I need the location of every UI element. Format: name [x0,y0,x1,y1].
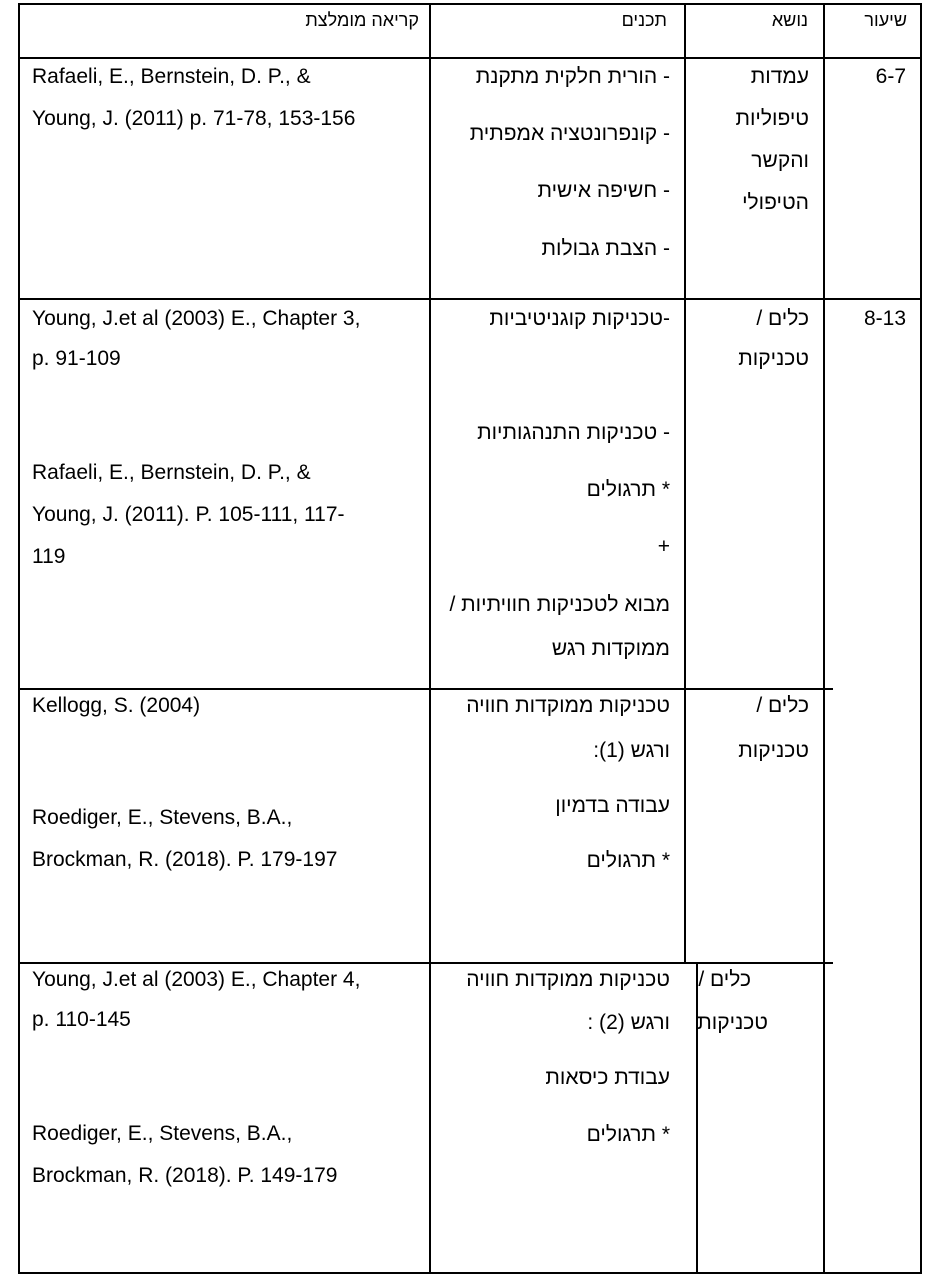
reading-line: Kellogg, S. (2004) [32,694,201,717]
border-bottom [18,1272,922,1274]
lesson-number: 6-7 [875,65,906,88]
content-cell [431,301,684,688]
content-line: - הורית חלקית מתקנת [475,65,670,88]
content-line: - חשיפה אישית [537,179,670,202]
header-lesson: שיעור [864,10,907,30]
reading-line: Young, J. (2011). P. 105-111, 117- [32,503,345,526]
topic-cell [686,60,823,298]
content-line: - הצבת גבולות [541,237,670,260]
reading-line: Young, J.et al (2003) E., Chapter 4, [32,968,361,991]
border-right [920,3,922,1274]
header-divider [18,57,922,59]
topic-cell [698,965,823,1272]
reading-line: Rafaeli, E., Bernstein, D. P., & [32,461,311,484]
content-line: * תרגולים [586,849,670,872]
topic-line: טכניקות [697,1011,768,1034]
row-divider-3 [18,962,833,964]
content-line: טכניקות ממוקדות חוויה [466,694,670,717]
reading-line: Brockman, R. (2018). P. 179-197 [32,848,338,871]
lesson-cell [825,60,920,298]
reading-line: Roediger, E., Stevens, B.A., [32,1122,293,1145]
content-line: עבודה בדמיון [555,794,670,817]
content-line: ורגש (1): [593,739,670,762]
row-divider-2 [18,688,833,690]
content-cell [431,691,684,962]
topic-line: עמדות [750,65,809,88]
border-top [18,3,922,5]
reading-cell [20,965,429,1272]
header-topic: נושא [771,10,808,30]
reading-line: p. 110-145 [32,1008,131,1031]
content-line: * תרגולים [586,478,670,501]
reading-line: 119 [32,545,66,568]
reading-line: Roediger, E., Stevens, B.A., [32,806,293,829]
content-line: -טכניקות קוגניטיביות [489,307,670,330]
topic-cell [686,691,823,962]
content-line: מבוא לטכניקות חוויתיות / [449,593,670,616]
content-line: ורגש (2) : [587,1011,670,1034]
lesson-number: 8-13 [863,307,906,330]
reading-cell [20,301,429,688]
topic-line: הטיפולי [742,191,809,214]
reading-cell [20,60,429,298]
content-line: - קונפרונטציה אמפתית [469,122,670,145]
reading-line: p. 91-109 [32,347,121,370]
topic-line: טכניקות [738,347,809,370]
header-content: תכנים [621,10,667,30]
topic-line: והקשר [751,149,809,172]
reading-line: Brockman, R. (2018). P. 149-179 [32,1164,338,1187]
content-line: + [657,535,670,558]
content-line: - טכניקות התנהגותיות [477,421,670,444]
content-line: ממוקדות רגש [551,637,670,660]
topic-line: כלים / [756,694,809,717]
topic-line: טכניקות [738,739,809,762]
topic-line: כלים / [698,968,751,991]
row-divider-1 [18,298,922,300]
reading-line: Young, J. (2011) p. 71-78, 153-156 [32,107,356,130]
reading-cell [20,691,429,962]
lesson-cell [825,301,920,688]
topic-line: טיפוליות [735,107,809,130]
reading-line: Young, J.et al (2003) E., Chapter 3, [32,307,361,330]
header-reading: קריאה מומלצת [305,10,419,30]
content-line: * תרגולים [586,1123,670,1146]
content-line: טכניקות ממוקדות חוויה [466,968,670,991]
content-cell [431,60,684,298]
topic-cell [686,301,823,688]
content-cell [431,965,696,1272]
reading-line: Rafaeli, E., Bernstein, D. P., & [32,65,311,88]
topic-line: כלים / [756,307,809,330]
content-line: עבודת כיסאות [545,1066,670,1089]
